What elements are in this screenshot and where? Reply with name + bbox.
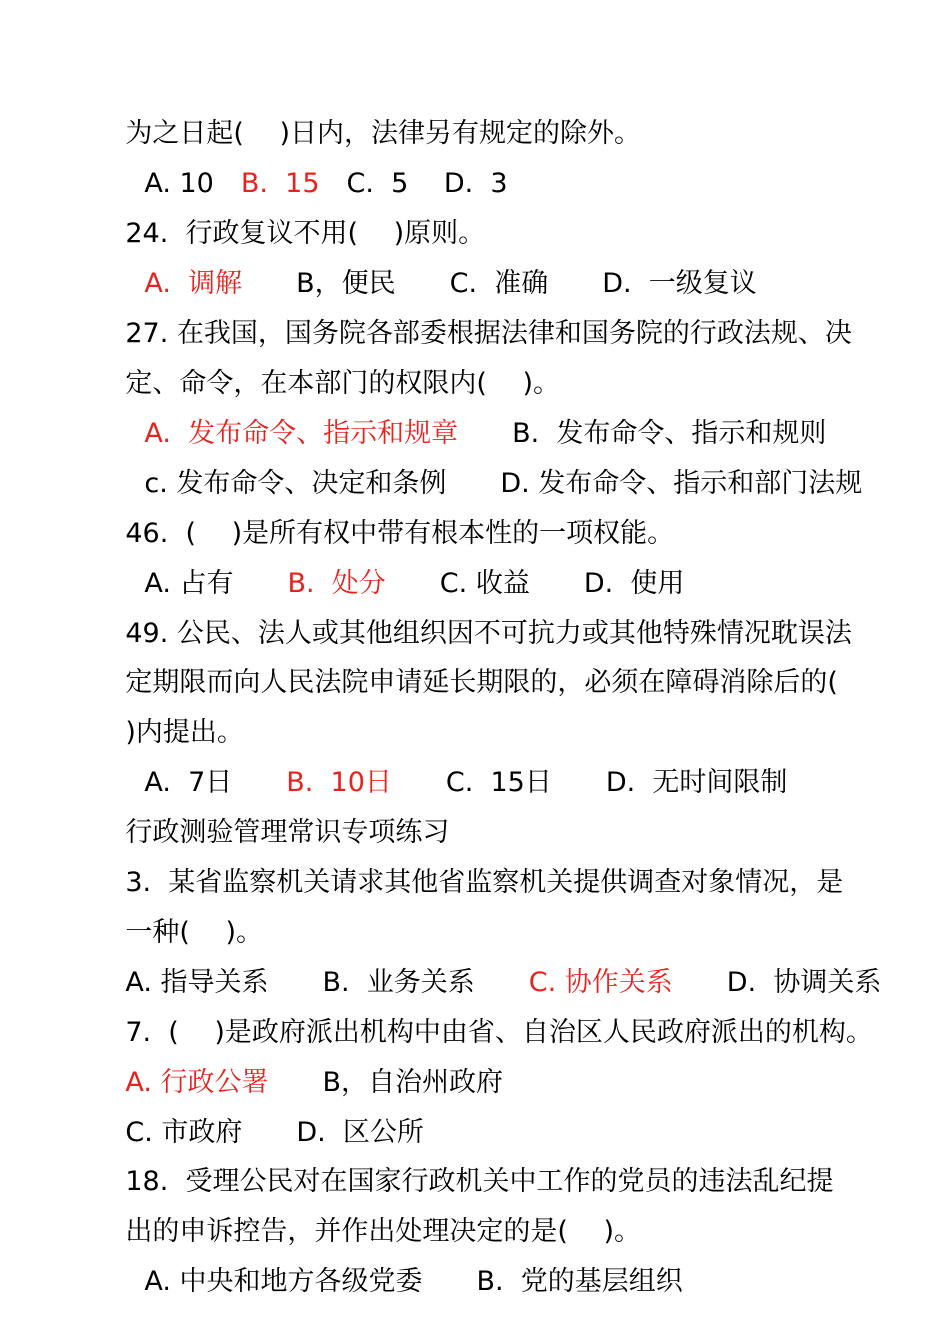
question-continuation: 为之日起( )日内，法律另有规定的除外。 [125,118,641,149]
option-text: A. 7日 [144,767,287,798]
text-line-19 [91,973,873,1048]
answer-option: A. 调解 [144,268,243,299]
option-text: A. 指导关系 B. 业务关系 [125,967,529,998]
text-line-20 [91,1023,870,1098]
text-line-22 [91,1122,870,1197]
question-text: 定、命令，在本部门的权限内( )。 [125,368,560,399]
question-text: 49. 公民、法人或其他组织因不可抗力或其他特殊情况耽误法 [125,618,852,649]
question-text: 46. ( )是所有权中带有根本性的一项权能。 [125,518,675,549]
question-text: 24. 行政复议不用( )原则。 [125,218,486,249]
answer-option: B. 处分 [287,568,386,599]
option-text: A. 10 [144,168,241,199]
option-text: C. 市政府 D. 区公所 [125,1117,424,1148]
option-text: A. 占有 [144,568,288,599]
text-line-12 [91,623,870,698]
question-text: 出的申诉控告，并作出处理决定的是( )。 [125,1216,641,1247]
text-line-16 [91,823,870,898]
question-text: )内提出。 [125,717,244,748]
text-line-23 [91,1172,870,1247]
option-text: B，自治州政府 [268,1067,504,1098]
text-line-13 [91,673,870,748]
option-text: c. 发布命令、决定和条例 D. 发布命令、指示和部门法规 [144,468,863,499]
option-text: A. 中央和地方各级党委 B. 党的基层组织 [144,1266,683,1297]
text-line-10 [110,524,870,599]
answer-option: C. 协作关系 [528,967,673,998]
question-text: 18. 受理公民对在国家行政机关中工作的党员的违法乱纪提 [125,1166,834,1197]
text-line-2 [110,124,870,199]
text-line-14 [110,723,870,798]
text-line-5 [91,274,870,349]
option-text: B. 发布命令、指示和规则 [458,418,827,449]
text-line-18 [91,923,882,998]
text-line-6 [91,324,870,399]
text-line-11 [91,574,870,649]
section-heading-text: 行政测验管理常识专项练习 [125,817,450,848]
question-text: 7. ( )是政府派出机构中由省、自治区人民政府派出的机构。 [125,1017,873,1048]
option-text: C. 收益 D. 使用 [385,568,685,599]
text-line-7 [110,374,870,449]
section-heading [91,773,870,848]
text-line-17 [91,873,870,948]
option-text: B，便民 C. 准确 D. 一级复议 [242,268,757,299]
text-line-1 [91,74,870,149]
question-text: 定期限而向人民法院申请延长期限的，必须在障碍消除后的( [125,667,838,698]
option-text: C. 15日 D. 无时间限制 [391,767,788,798]
answer-option: A. 行政公署 [125,1067,269,1098]
question-text: 3. 某省监察机关请求其他省监察机关提供调查对象情况，是 [125,867,844,898]
question-text: 一种( )。 [125,917,263,948]
option-text: D. 协调关系 [672,967,882,998]
text-line-24 [110,1222,870,1297]
answer-option: B. 15 [240,168,320,199]
option-text: C. 5 D. 3 [319,168,508,199]
text-line-8 [110,424,870,499]
answer-option: B. 10日 [286,767,392,798]
answer-option: A. 发布命令、指示和规章 [144,418,459,449]
text-line-3 [91,174,870,249]
question-text: 27. 在我国，国务院各部委根据法律和国务院的行政法规、决 [125,318,852,349]
text-line-21 [91,1073,870,1148]
text-line-4 [110,224,870,299]
text-line-9 [91,474,870,549]
